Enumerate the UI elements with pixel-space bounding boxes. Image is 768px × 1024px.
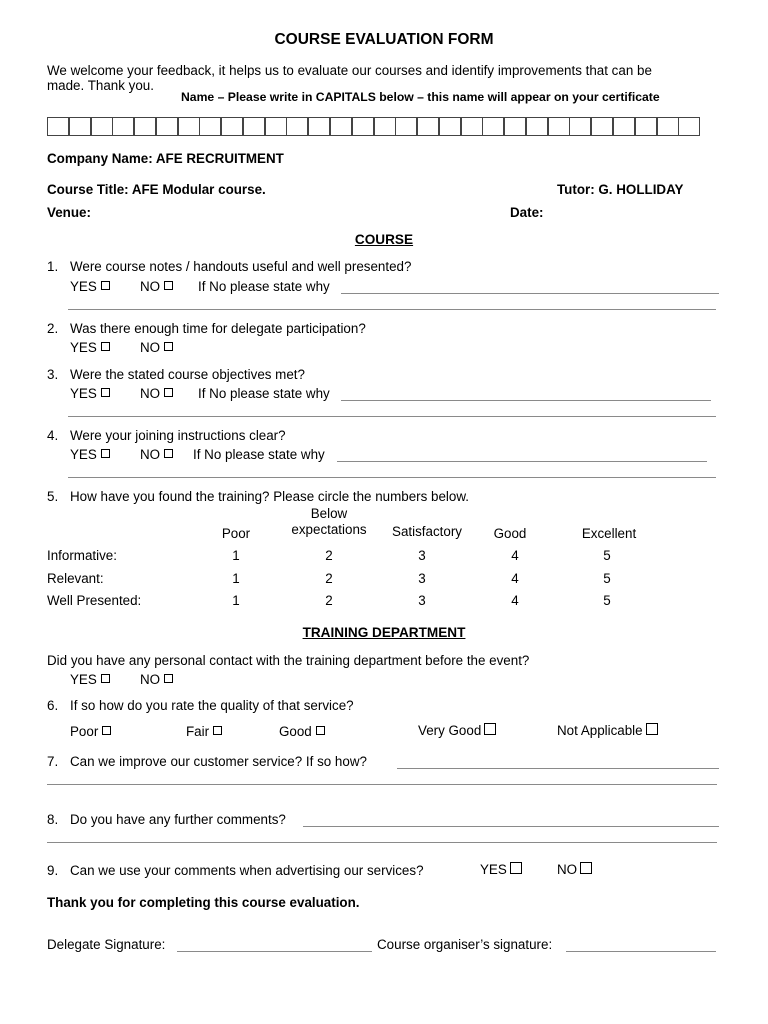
name-letter-box[interactable] [286,117,308,136]
rating-header-excellent: Excellent [581,526,637,541]
name-letter-box[interactable] [330,117,352,136]
name-letter-box[interactable] [504,117,526,136]
name-letter-box[interactable] [613,117,635,136]
intro-text-line1: We welcome your feedback, it helps us to evaluate our courses and identify improvements that can be [47,63,652,78]
name-letter-box[interactable] [69,117,91,136]
name-letter-box[interactable] [221,117,243,136]
checkbox-icon [102,726,111,735]
name-letter-box[interactable] [678,117,700,136]
rating-header-good: Good [493,526,527,541]
checkbox-icon [164,388,173,397]
very-good-label: Very Good [418,723,482,738]
checkbox-icon [164,674,173,683]
organiser-signature-label: Course organiser’s signature: [377,937,553,952]
q1-no-option[interactable] [140,279,173,294]
contact-yes-option[interactable] [70,672,110,687]
q6-poor-option[interactable] [70,724,111,739]
q3-if-no-label: If No please state why [198,386,330,401]
rating-value[interactable]: 1 [232,571,240,586]
no-label: NO [140,279,161,294]
q1-if-no-label: If No please state why [198,279,330,294]
good-label: Good [279,724,312,739]
rating-value[interactable]: 4 [511,571,519,586]
name-letter-box[interactable] [308,117,330,136]
name-letter-box[interactable] [91,117,113,136]
checkbox-icon [164,342,173,351]
q9-yes-option[interactable] [480,862,522,877]
q8-answer-line-2[interactable] [47,842,717,843]
q2-yes-option[interactable] [70,340,110,355]
rating-value[interactable]: 3 [418,548,426,563]
rating-value[interactable]: 3 [418,571,426,586]
rating-row-label: Well Presented: [47,593,142,608]
q9-no-option[interactable] [557,862,592,877]
q3-text: Were the stated course objectives met? [70,367,305,382]
company-name: Company Name: AFE RECRUITMENT [47,151,284,166]
q1-answer-line[interactable] [341,293,719,294]
delegate-signature-label: Delegate Signature: [47,937,166,952]
contact-question: Did you have any personal contact with the training department before the event? [47,653,530,668]
poor-label: Poor [70,724,99,739]
checkbox-icon [316,726,325,735]
q6-fair-option[interactable] [186,724,222,739]
checkbox-icon [484,723,496,735]
name-letter-box[interactable] [461,117,483,136]
name-letter-box[interactable] [482,117,504,136]
q8-number: 8. [47,812,59,827]
q9-number: 9. [47,863,59,878]
checkbox-icon [510,862,522,874]
rating-row-label: Relevant: [47,571,104,586]
rating-row-label: Informative: [47,548,117,563]
rating-header-below-1: Below [310,506,348,521]
name-letter-box[interactable] [199,117,221,136]
q6-good-option[interactable] [279,724,325,739]
rating-value[interactable]: 2 [325,548,333,563]
name-letter-box[interactable] [134,117,156,136]
q4-text: Were your joining instructions clear? [70,428,286,443]
name-letter-box[interactable] [417,117,439,136]
q5-number: 5. [47,489,59,504]
no-label: NO [140,340,161,355]
no-label: NO [557,862,578,877]
q4-answer-line[interactable] [337,461,707,462]
name-instruction: Name – Please write in CAPITALS below – this name will appear on your certificate [181,90,660,104]
name-letter-box[interactable] [395,117,417,136]
q6-very-good-option[interactable] [418,723,496,738]
q3-number: 3. [47,367,59,382]
q4-if-no-label: If No please state why [193,447,325,462]
rating-value[interactable]: 1 [232,593,240,608]
q6-number: 6. [47,698,59,713]
name-letter-box[interactable] [47,117,69,136]
q4-answer-line-2[interactable] [68,477,716,478]
yes-label: YES [70,279,97,294]
venue-label: Venue: [47,205,91,220]
checkbox-icon [101,281,110,290]
q1-answer-line-2[interactable] [68,309,716,310]
rating-value[interactable]: 5 [603,571,611,586]
no-label: NO [140,447,161,462]
q3-yes-option[interactable] [70,386,110,401]
rating-value[interactable]: 4 [511,548,519,563]
q1-yes-option[interactable] [70,279,110,294]
section-course-heading: COURSE [354,232,414,247]
q3-answer-line-2[interactable] [68,416,716,417]
name-letter-box[interactable] [178,117,200,136]
no-label: NO [140,386,161,401]
checkbox-icon [164,281,173,290]
name-letter-box[interactable] [569,117,591,136]
q6-text: If so how do you rate the quality of that service? [70,698,354,713]
no-label: NO [140,672,161,687]
q7-text: Can we improve our customer service? If so how? [70,754,367,769]
name-letter-box[interactable] [591,117,613,136]
name-letter-box[interactable] [243,117,265,136]
rating-value[interactable]: 4 [511,593,519,608]
course-title: Course Title: AFE Modular course. [47,182,266,197]
tutor-name: Tutor: G. HOLLIDAY [557,182,684,197]
checkbox-icon [646,723,658,735]
yes-label: YES [480,862,507,877]
q3-no-option[interactable] [140,386,173,401]
contact-no-option[interactable] [140,672,173,687]
q4-number: 4. [47,428,59,443]
rating-value[interactable]: 1 [232,548,240,563]
q3-answer-line[interactable] [341,400,711,401]
q9-text: Can we use your comments when advertising our services? [70,863,424,878]
q8-text: Do you have any further comments? [70,812,286,827]
thanks-text: Thank you for completing this course evaluation. [47,895,360,910]
name-letter-box[interactable] [265,117,287,136]
name-letter-box[interactable] [548,117,570,136]
name-letter-box[interactable] [635,117,657,136]
name-letter-box[interactable] [352,117,374,136]
checkbox-icon [580,862,592,874]
checkbox-icon [101,449,110,458]
name-letter-box[interactable] [439,117,461,136]
q1-text: Were course notes / handouts useful and well presented? [70,259,412,274]
yes-label: YES [70,386,97,401]
rating-value[interactable]: 5 [603,593,611,608]
rating-value[interactable]: 2 [325,593,333,608]
q7-answer-line[interactable] [397,768,719,769]
not-applicable-label: Not Applicable [557,723,643,738]
rating-header-below-2: expectations [291,522,367,537]
checkbox-icon [101,388,110,397]
yes-label: YES [70,447,97,462]
name-letter-box[interactable] [156,117,178,136]
fair-label: Fair [186,724,210,739]
rating-value[interactable]: 3 [418,593,426,608]
name-letter-box[interactable] [374,117,396,136]
q2-no-option[interactable] [140,340,173,355]
yes-label: YES [70,340,97,355]
checkbox-icon [101,674,110,683]
date-label: Date: [510,205,544,220]
q4-yes-option[interactable] [70,447,110,462]
rating-value[interactable]: 2 [325,571,333,586]
page-title: COURSE EVALUATION FORM [274,31,494,48]
name-letter-box[interactable] [112,117,134,136]
q7-number: 7. [47,754,59,769]
checkbox-icon [101,342,110,351]
rating-header-poor: Poor [221,526,251,541]
intro-text-line2: made. Thank you. [47,78,154,93]
name-letter-box[interactable] [526,117,548,136]
rating-value[interactable]: 5 [603,548,611,563]
organiser-signature-line[interactable] [566,951,716,952]
checkbox-icon [164,449,173,458]
name-letter-box[interactable] [657,117,679,136]
q1-number: 1. [47,259,59,274]
q8-answer-line[interactable] [303,826,719,827]
yes-label: YES [70,672,97,687]
q7-answer-line-2[interactable] [47,784,717,785]
q6-not-applicable-option[interactable] [557,723,658,738]
q2-number: 2. [47,321,59,336]
section-training-heading: TRAINING DEPARTMENT [302,625,466,640]
q2-text: Was there enough time for delegate participation? [70,321,366,336]
q4-no-option[interactable] [140,447,173,462]
delegate-signature-line[interactable] [177,951,372,952]
q5-text: How have you found the training? Please circle the numbers below. [70,489,469,504]
rating-header-satisfactory: Satisfactory [392,524,462,539]
checkbox-icon [213,726,222,735]
